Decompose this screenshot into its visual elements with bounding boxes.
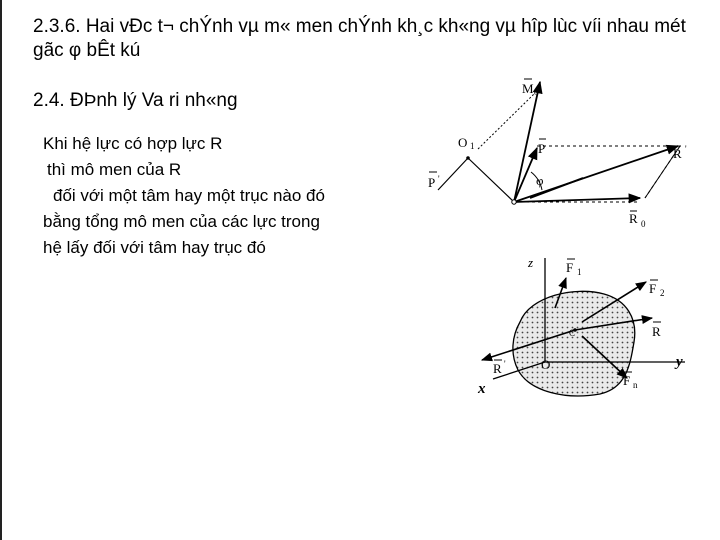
- label-P: P: [538, 141, 546, 156]
- label-O1: O: [458, 135, 468, 150]
- theorem-line: thì mô men của R: [47, 160, 182, 179]
- label-R0: R: [629, 211, 638, 226]
- vector-diagram-top: [428, 79, 687, 229]
- label-phi: φ: [536, 173, 544, 188]
- slide-heading: 2.3.6. Hai vÐc t¬ chÝnh vµ m« men chÝnh kh¸c kh«ng vµ hîp lùc víi nhau mét gãc φ bÊt kú: [33, 16, 686, 61]
- label-M: M: [522, 81, 534, 96]
- vector-P: [514, 148, 537, 202]
- vector-R0: [514, 198, 640, 202]
- theorem-line: Khi hệ lực có hợp lực R: [43, 134, 223, 153]
- origin-point: [512, 200, 516, 204]
- lever-arm-line: [438, 158, 468, 190]
- label-R0-subscript: 0: [641, 219, 646, 229]
- rigid-body-diagram-bottom: [477, 255, 685, 397]
- theorem-line: đối với một tâm hay một trục nào đó: [53, 186, 325, 205]
- label-R-prime-mark: ': [685, 144, 687, 154]
- label-R-prime: R: [493, 361, 502, 376]
- label-C: C: [569, 328, 576, 338]
- label-P-prime-mark: ': [438, 174, 440, 184]
- theorem-line: bằng tổng mô men của các lực trong: [43, 212, 320, 231]
- label-x: x: [478, 381, 486, 397]
- label-Fn-subscript: n: [633, 380, 638, 390]
- label-O1-subscript: 1: [470, 141, 475, 151]
- label-R-prime: R: [673, 146, 682, 161]
- label-F2: F: [649, 281, 657, 296]
- label-O: O: [541, 357, 551, 372]
- label-F1: F: [566, 260, 574, 275]
- label-R-prime-mark: ': [504, 359, 506, 369]
- theorem-line: hệ lấy đối với tâm hay trục đó: [43, 238, 266, 257]
- label-y: y: [676, 354, 683, 370]
- label-M-subscript: o: [534, 87, 539, 97]
- label-R: R: [652, 324, 661, 339]
- section-title: 2.4. ĐÞnh lý Va ri nh«ng: [33, 90, 238, 111]
- label-z: z: [528, 255, 534, 270]
- dashed-line: [478, 94, 534, 149]
- point-O1: [466, 156, 470, 160]
- label-P-prime: P: [428, 175, 436, 190]
- label-F2-subscript: 2: [660, 288, 665, 298]
- label-Fn: F: [623, 373, 631, 388]
- label-F1-subscript: 1: [577, 267, 582, 277]
- lever-arm-line: [468, 158, 514, 202]
